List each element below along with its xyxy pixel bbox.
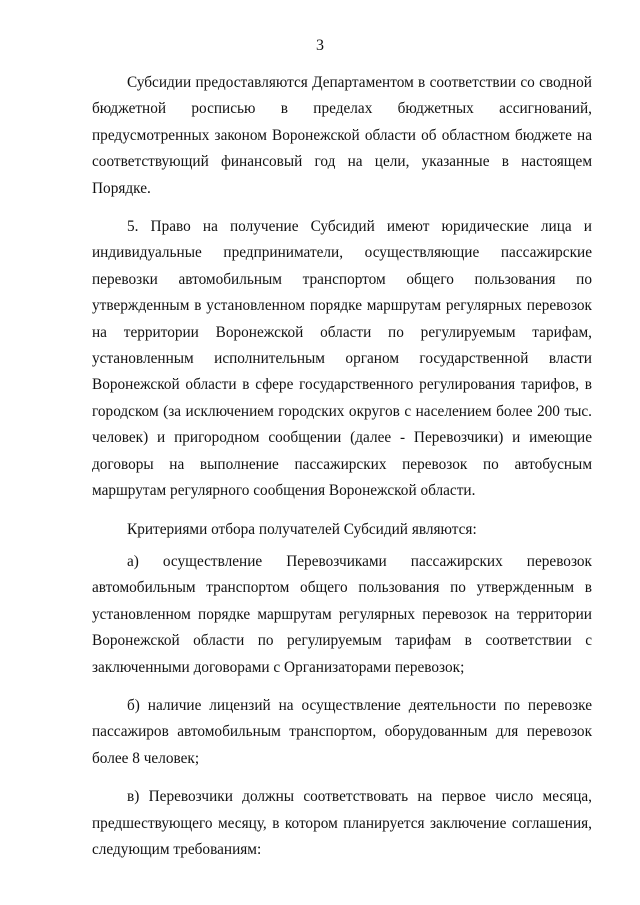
paragraph-subsidies-provision: Субсидии предоставляются Департаментом в соответствии со сводной бюджетной росписью в пределах бюджетных ассигнований, предусмотренных законом Воронежской области об областном бюджете на соответствующий финансовый год на цели, указанные в настоящем Порядке. [92, 74, 592, 197]
paragraph-right-to-subsidies: 5. Право на получение Субсидий имеют юридические лица и индивидуальные предприниматели, осуществляющие пассажирские перевозки автомобильным транспортом общего пользования по утвержденным в установленном порядке маршрутам регулярных перевозок на территории Воронежской области по регулируемым тарифам, установленным исполнительным органом государственной власти Воронежской области в сфере государственного регулирования тарифов, в городском (за исключением городских округов с населением более 200 тыс. человек) и пригородном сообщении (далее - Перевозчики) и имеющие договоры на выполнение пассажирских перевозок по автобусным маршрутам регулярного сообщения Воронежской области. [92, 218, 592, 500]
paragraph-selection-criteria-heading: Критериями отбора получателей Субсидий являются: [127, 520, 477, 538]
paragraph-criterion-b: б) наличие лицензий на осуществление деятельности по перевозке пассажиров автомобильным транспортом, оборудованным для перевозок более 8 человек; [92, 696, 592, 767]
paragraph-criterion-v: в) Перевозчики должны соответствовать на первое число месяца, предшествующего месяцу, в котором планируется заключение соглашения, следующим требованиям: [92, 788, 592, 858]
paragraph-criterion-a: а) осуществление Перевозчиками пассажирских перевозок автомобильным транспортом общего пользования по утвержденным в установленном порядке маршрутам регулярных перевозок на территории Воронежской области по регулируемым тарифам в соответствии с заключенными договорами с Организаторами перевозок; [92, 552, 592, 676]
page-number: 3 [316, 37, 324, 54]
document-body [92, 70, 592, 863]
